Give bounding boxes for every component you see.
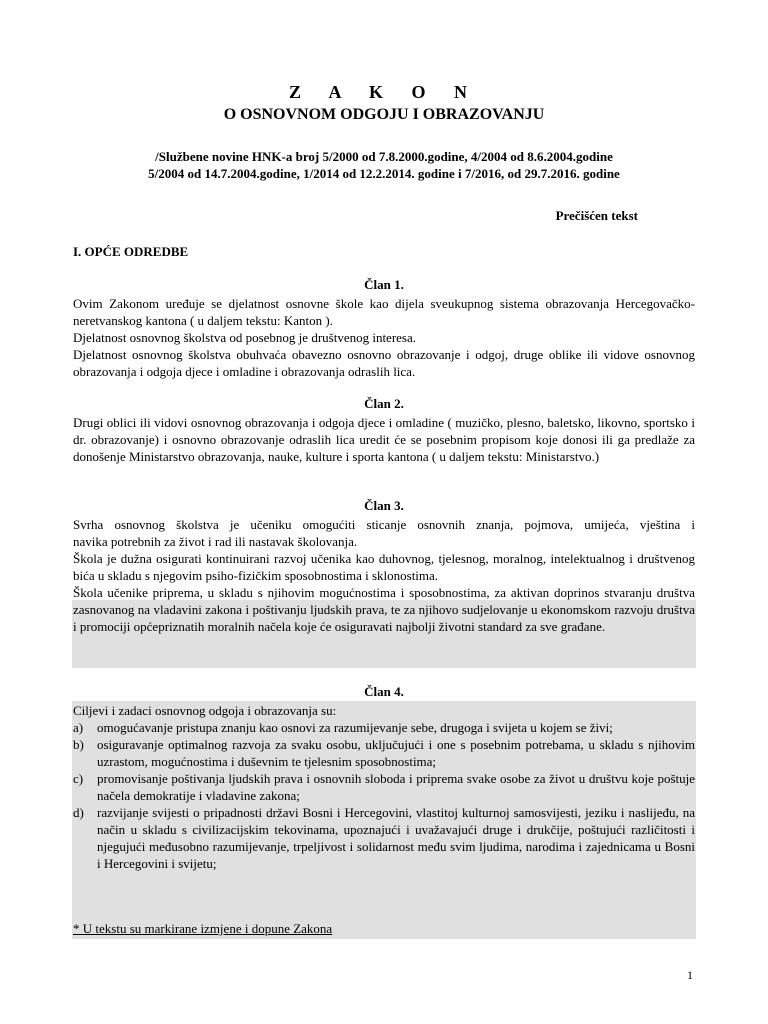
- list-item-text: promovisanje poštivanja ljudskih prava i osnovnih sloboda i priprema svake osobe za život u društvu koje poštuje načela demokratije i vladavine zakona;: [97, 771, 695, 803]
- consolidated-text-label: Prečišćen tekst: [555, 208, 638, 223]
- article-3-body: [73, 516, 695, 635]
- list-item-text: razvijanje svijesti o pripadnosti državi Bosni i Hercegovini, vlastitoj kulturnoj samosvijesti, jeziku i naslijeđu, na način u skladu s civilizacijskim tekovinama, upoznajući i uvažavajući druge i drukčije, poštujući različitosti i njegujući međusobno razumijevanje, trpeljivost i solidarnost među svim ljudima, narodima i zajednicama u Bosni i Hercegovini i svijetu;: [97, 805, 695, 871]
- list-item: [73, 736, 695, 770]
- article-2-heading: Član 2.: [364, 396, 404, 411]
- list-item: [73, 719, 695, 736]
- article-2-paragraph: Drugi oblici ili vidovi osnovnog obrazovanja i odgoja djece i omladine ( muzičko, plesno, baletsko, likovno, sportsko i dr. obrazovanje) i osnovno obrazovanje odraslih lica uredit će se posebnim propisom koje donosi ili ga predlaže za donošenje Ministarstvo obrazovanja, nauke, kulture i sporta kantona ( u daljem tekstu: Ministarstvo.): [73, 415, 695, 464]
- list-item-text: osiguravanje optimalnog razvoja za svaku osobu, uključujući i one s posebnim potrebama, u skladu s njihovim uzrastom, mogućnostima i duševnim te tjelesnim sposobnostima;: [97, 737, 695, 769]
- article-4-intro: Ciljevi i zadaci osnovnog odgoja i obrazovanja su:: [73, 703, 337, 718]
- list-item: [73, 770, 695, 804]
- article-1-paragraph: Djelatnost osnovnog školstva od posebnog je društvenog interesa.: [73, 330, 417, 345]
- article-1-body: [73, 295, 695, 380]
- gazette-line-2: 5/2004 od 14.7.2004.godine, 1/2014 od 12.2.2014. godine i 7/2016, od 29.7.2016. godine: [148, 166, 620, 181]
- law-subtitle: O OSNOVNOM ODGOJU I OBRAZOVANJU: [223, 106, 545, 123]
- gazette-line-1: /Službene novine HNK-a broj 5/2000 od 7.8.2000.godine, 4/2004 od 8.6.2004.godine: [155, 149, 613, 164]
- article-3-paragraph: navika potrebnih za život i rad ili nastavak školovanja.: [73, 534, 358, 549]
- amendments-footnote: * U tekstu su markirane izmjene i dopune Zakona: [73, 921, 333, 936]
- article-3-heading: Član 3.: [364, 498, 404, 513]
- article-2-body: [73, 414, 695, 465]
- list-item-text: omogućavanje pristupa znanju kao osnovi za razumijevanje sebe, drugoga i svijeta u kojem se živi;: [97, 720, 613, 735]
- list-marker: a): [73, 720, 84, 735]
- list-item: [73, 804, 695, 872]
- list-marker: b): [73, 737, 84, 752]
- article-3-paragraph-amended: Škola učenike priprema, u skladu s njihovim mogućnostima i sposobnostima, za aktivan doprinos stvaranju društva zasnovanog na vladavini zakona i poštivanju ljudskih prava, te za njihovo sudjelovanje u ekonomskom razvoju društva i promociji općepriznatih moralnih načela koje će osiguravati najbolji životni standard za sve građane.: [73, 585, 695, 634]
- chapter-heading: I. OPĆE ODREDBE: [73, 244, 189, 259]
- article-1-paragraph: Ovim Zakonom uređuje se djelatnost osnovne škole kao dijela sveukupnog sistema obrazovanja Hercegovačko-neretvanskog kantona ( u daljem tekstu: Kanton ).: [73, 296, 695, 328]
- list-marker: d): [73, 805, 84, 820]
- article-4-body: [73, 702, 695, 872]
- article-3-paragraph: Škola je dužna osigurati kontinuirani razvoj učenika kao duhovnog, tjelesnog, moralnog, intelektualnog i društvenog bića u skladu s njegovim psiho-fizičkim sposobnostima i sklonostima.: [73, 551, 695, 583]
- article-4-heading: Član 4.: [364, 684, 404, 699]
- list-marker: c): [73, 771, 84, 786]
- article-1-paragraph: Djelatnost osnovnog školstva obuhvaća obavezno osnovno obrazovanje i odgoj, druge oblike ili vidove osnovnog obrazovanja i odgoja djece i omladine i obrazovanja odraslih lica.: [73, 347, 695, 379]
- gazette-reference: [60, 148, 708, 182]
- law-title: Z A K O N: [288, 82, 480, 102]
- article-1-heading: Član 1.: [364, 277, 404, 292]
- page-number: 1: [687, 968, 693, 982]
- article-4-goals-list: [73, 719, 695, 872]
- article-3-paragraph: Svrha osnovnog školstva je učeniku omogućiti sticanje osnovnih znanja, pojmova, umijeća, vještina i: [73, 517, 695, 532]
